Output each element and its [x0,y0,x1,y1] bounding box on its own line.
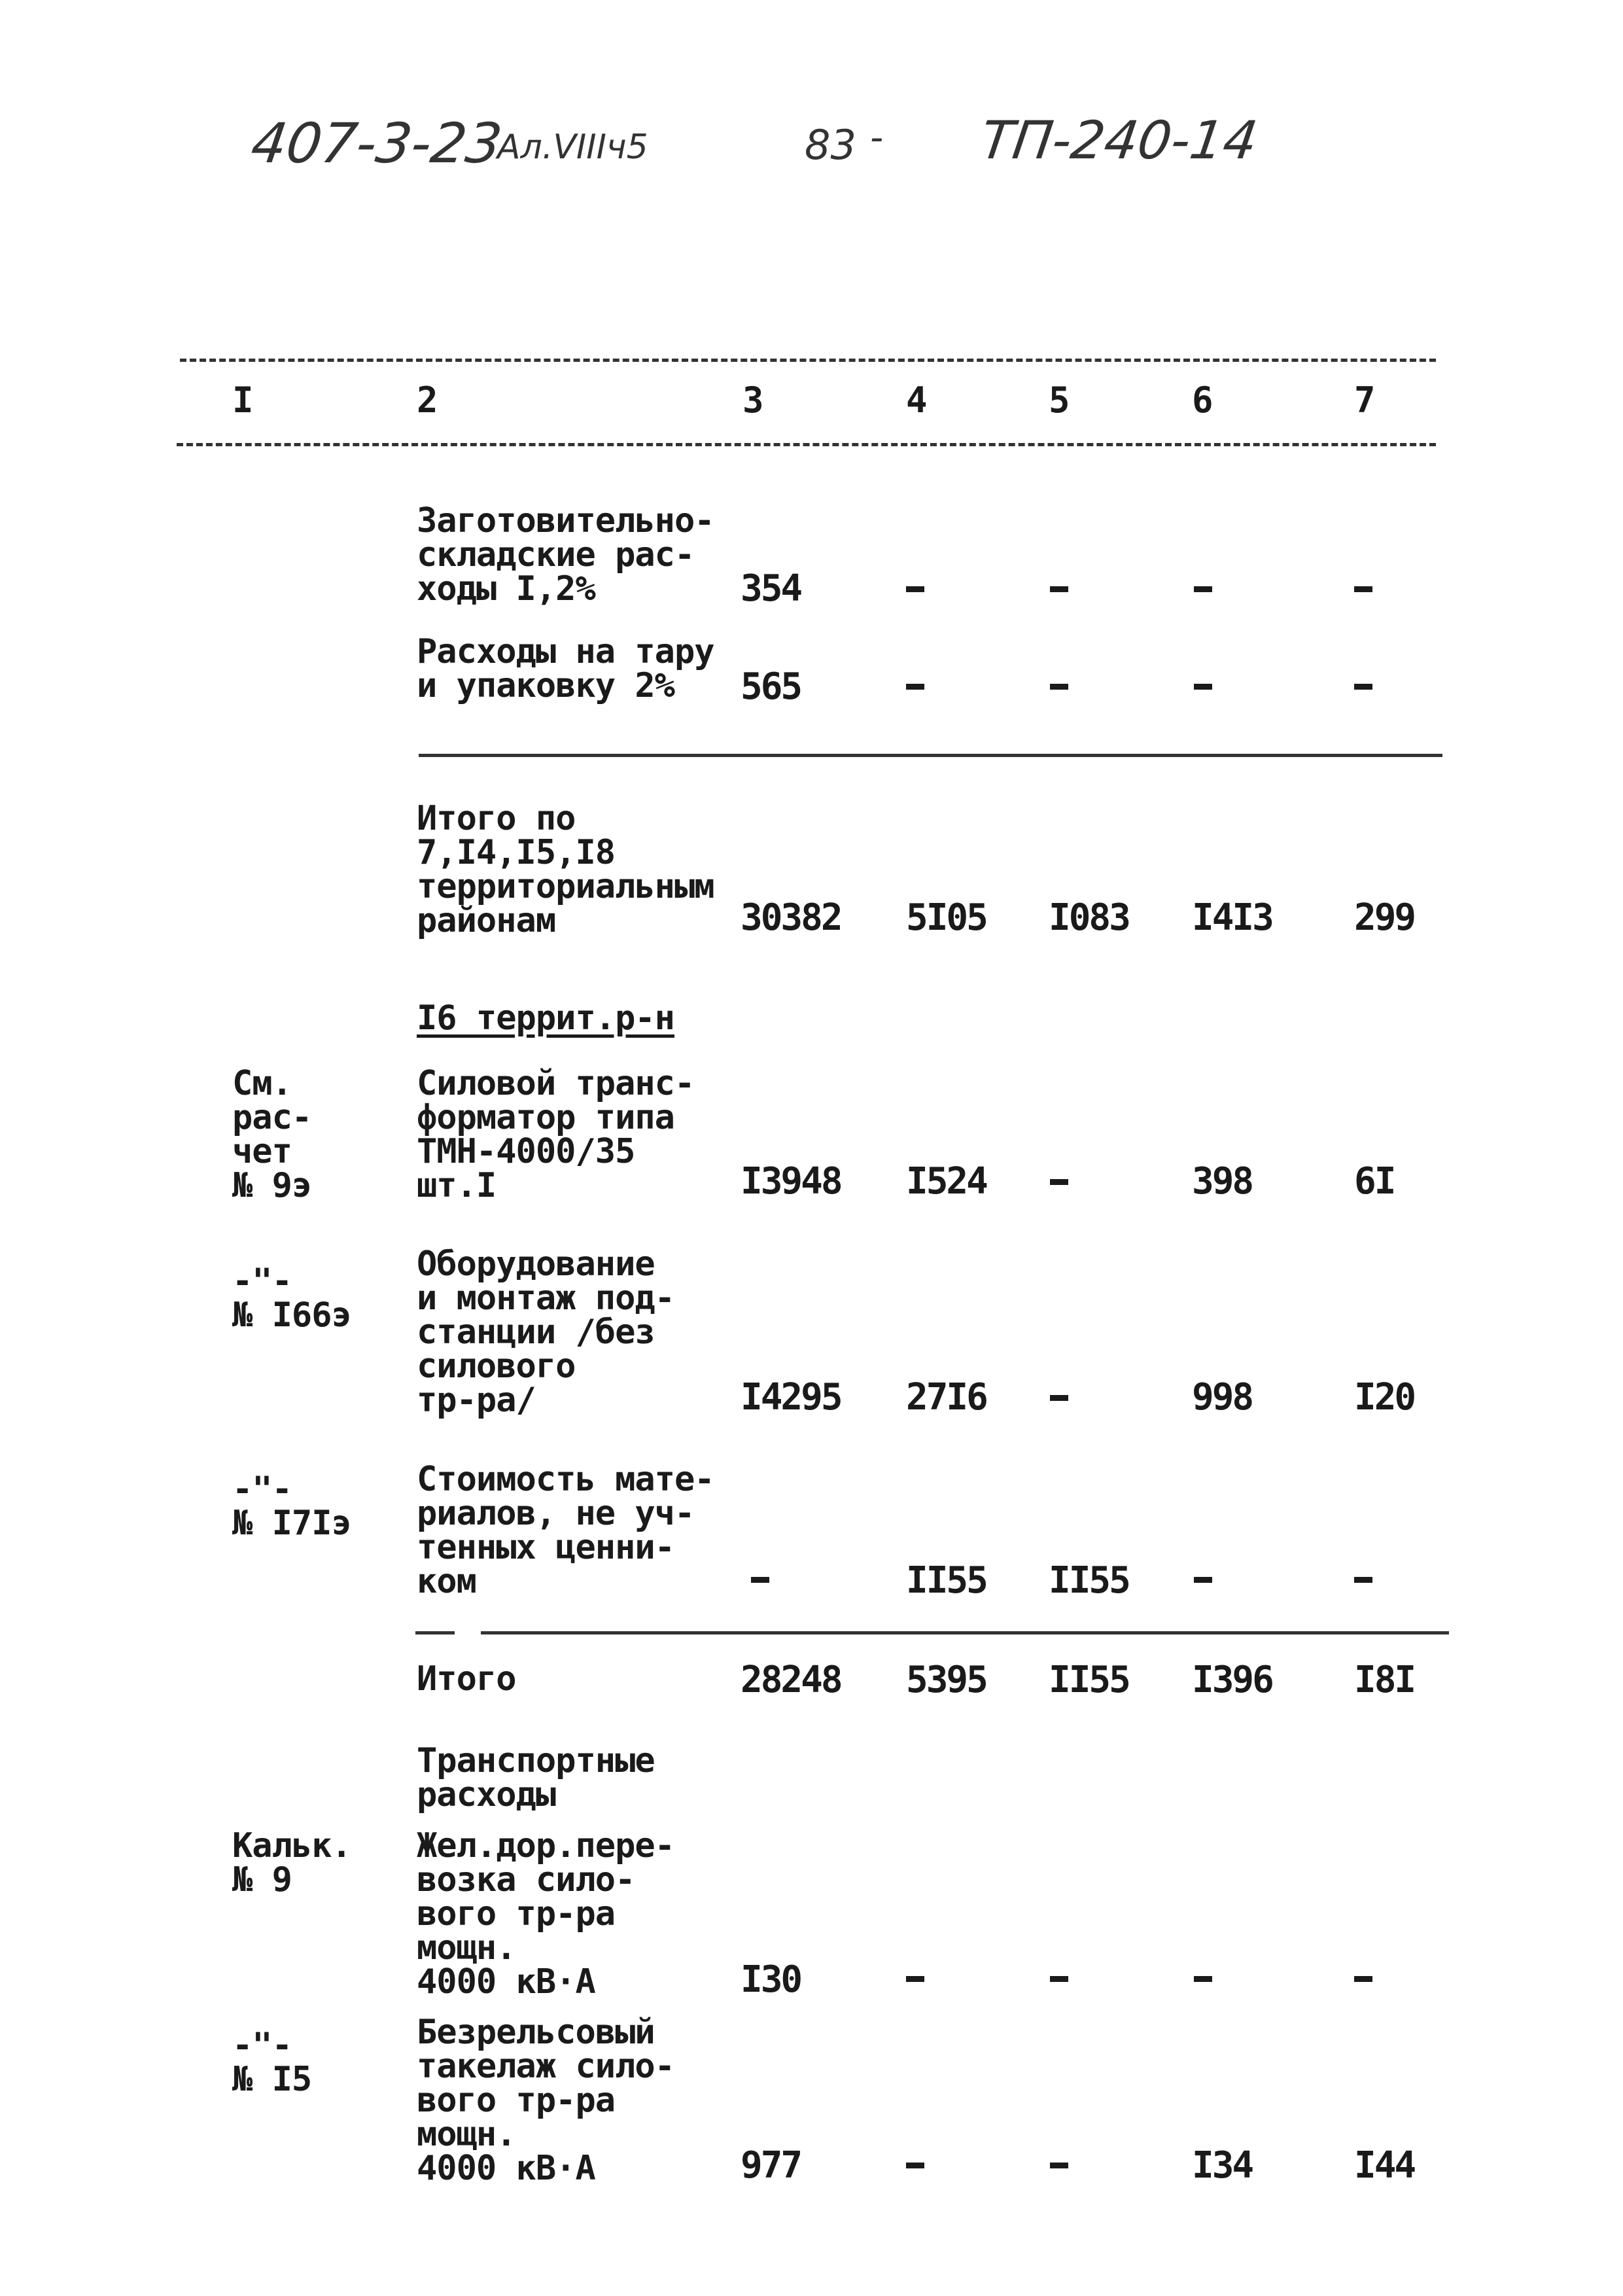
dash-col7 [1354,1976,1372,1982]
dash-col4 [906,684,924,690]
album-label: Ал.VIIIч5 [497,128,648,167]
value-col6: 998 [1192,1376,1253,1419]
row-description: Жел.дор.пере- возка сило- вого тр-ра мощн. 4000 кВ·А [417,1826,674,2002]
row-reference: -"- № I5 [232,2026,312,2099]
col-header-7: 7 [1354,380,1376,421]
value-col3: 354 [741,567,801,610]
dash-col4 [906,1976,924,1982]
row-description: Безрельсовый такелаж сило- вого тр-ра мощн. 4000 кВ·А [417,2013,674,2188]
col-header-2: 2 [417,380,438,421]
row-reference: -"- № I66э [232,1262,351,1335]
row-description: Оборудование и монтаж под- станции /без силового тр-ра/ [417,1245,674,1420]
section-heading: Транспортные расходы [417,1741,655,1814]
page-number: 83 [805,121,856,169]
value-col6: I34 [1192,2144,1253,2187]
col-header-5: 5 [1049,380,1070,421]
col-header-1: I [232,380,254,421]
row-reference: Кальк. № 9 [232,1826,351,1899]
value-col3: 30382 [741,896,841,939]
row-description: Силовой транс- форматор типа ТМН-4000/35 шт.I [417,1064,695,1205]
dash-col4 [906,2163,924,2168]
row-description: Стоимость мате- риалов, не уч- тенных ценни- ком [417,1460,714,1601]
dash-col5 [1050,1976,1068,1982]
dash-col7 [1354,684,1372,690]
row-description: Итого по 7,I4,I5,I8 территориальным районам [417,799,714,940]
value-col4: I524 [906,1160,986,1203]
value-col3: I4295 [741,1376,841,1419]
col-header-6: 6 [1192,380,1213,421]
document-number: 407-3-23 [247,111,506,175]
row-description: Расходы на тару и упаковку 2% [417,632,714,705]
value-col7: I44 [1354,2144,1415,2187]
value-col5: I083 [1049,896,1129,939]
section-divider [419,754,1442,757]
value-col4: 5395 [906,1659,986,1701]
value-col6: 398 [1192,1160,1253,1203]
value-col6: I4I3 [1192,896,1272,939]
dash-col5 [1050,2163,1068,2168]
row-description: Заготовительно- складские рас- ходы I,2% [417,501,714,609]
value-col6: I396 [1192,1659,1272,1701]
section-divider [481,1631,1449,1634]
value-col7: I20 [1354,1376,1415,1419]
dash-col5 [1050,586,1068,592]
value-col4: 5I05 [906,896,986,939]
value-col5: II55 [1049,1659,1129,1701]
value-col3: 565 [741,665,801,708]
dash-col5 [1050,1179,1068,1185]
value-col3: I30 [741,1958,801,2001]
value-col7: I8I [1354,1659,1415,1701]
value-col7: 299 [1354,896,1415,939]
dash-col6 [1194,684,1212,690]
dash-col6 [1194,586,1212,592]
col-header-4: 4 [906,380,928,421]
dash-col6 [1194,1577,1212,1583]
value-col7: 6I [1354,1160,1395,1203]
value-col3: 28248 [741,1659,841,1701]
value-col3: 977 [741,2144,801,2187]
project-code: ТП-240-14 [977,110,1261,171]
dash-col6 [1194,1976,1212,1982]
value-col4: 27I6 [906,1376,986,1419]
dash-col3 [751,1577,769,1583]
col-header-3: 3 [742,380,764,421]
value-col5: II55 [1049,1559,1129,1602]
table-header-bottom-rule [177,443,1436,446]
dash-col7 [1354,586,1372,592]
dash-col4 [906,586,924,592]
table-top-rule [180,359,1436,362]
header-dash: - [870,116,884,159]
value-col4: II55 [906,1559,986,1602]
section-divider [415,1631,455,1634]
value-col3: I3948 [741,1160,841,1203]
row-description: Итого [417,1659,516,1699]
section-heading: I6 террит.р-н [417,998,674,1038]
row-reference: См. рас- чет № 9э [232,1064,312,1205]
dash-col5 [1050,1395,1068,1401]
dash-col7 [1354,1577,1372,1583]
dash-col5 [1050,684,1068,690]
row-reference: -"- № I7Iэ [232,1470,351,1543]
